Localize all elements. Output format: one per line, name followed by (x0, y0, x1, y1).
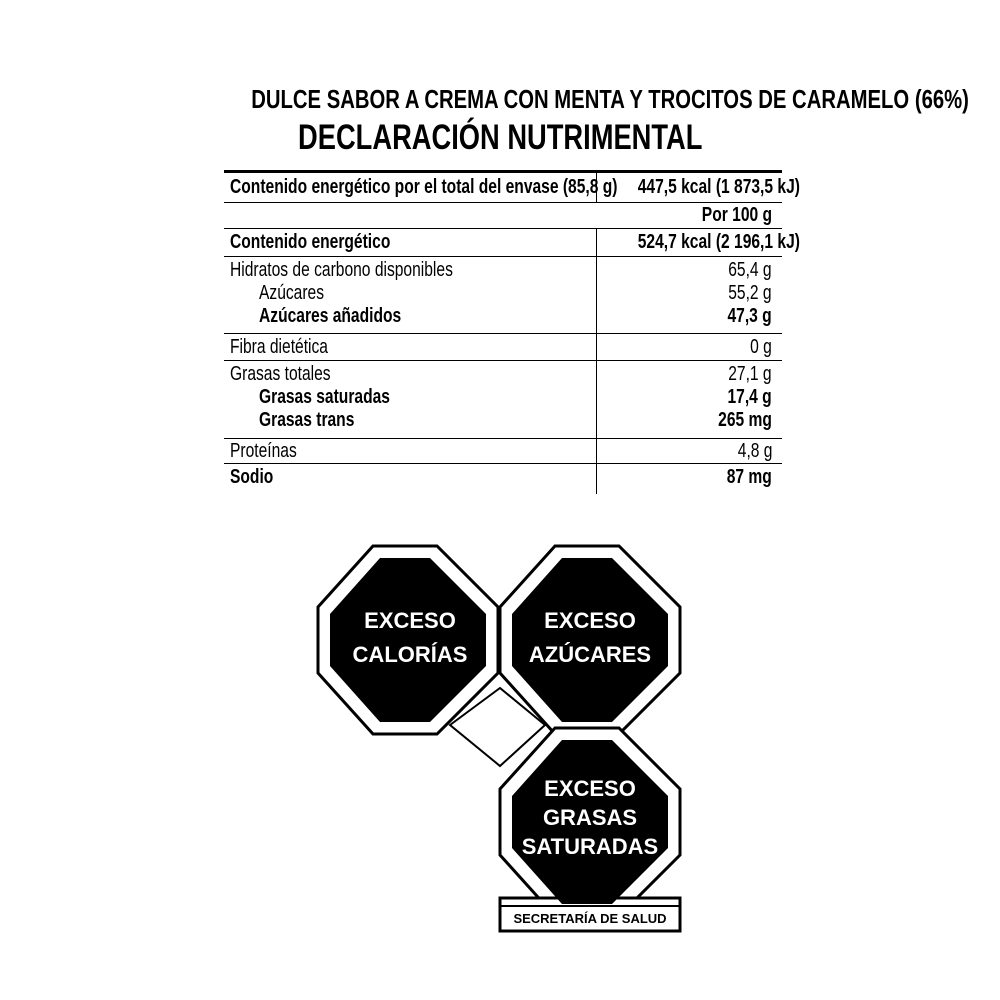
fiber-value: 0 g (750, 336, 772, 358)
trans-fat-label: Grasas trans (259, 409, 355, 431)
fat-value: 27,1 g (728, 363, 772, 385)
sodium-value: 87 mg (726, 466, 772, 488)
table-rule (224, 333, 782, 334)
declaration-title (150, 118, 850, 158)
satfat-line2: GRASAS (542, 805, 638, 830)
energy-value: 524,7 kcal (2 196,1 kJ) (637, 231, 800, 253)
per-100g-label: Por 100 g (701, 204, 772, 226)
nutrition-table (224, 170, 800, 494)
protein-label: Proteínas (230, 440, 297, 462)
sugars-line1: EXCESO (544, 608, 636, 633)
protein-value: 4,8 g (737, 440, 772, 462)
table-rule (224, 463, 782, 464)
carbs-value: 65,4 g (728, 259, 772, 281)
carbs-label: Hidratos de carbono disponibles (230, 259, 453, 281)
sugars-label: Azúcares (259, 282, 325, 304)
fat-label: Grasas totales (230, 363, 331, 385)
satfat-line3: SATURADAS (521, 834, 659, 859)
calories-line2: CALORÍAS (352, 642, 468, 667)
sugars-line2: AZÚCARES (528, 642, 652, 667)
sat-fat-label: Grasas saturadas (259, 386, 390, 408)
total-energy-label: Contenido energético por el total del envase (85,8 g) (230, 176, 618, 198)
table-rule (224, 438, 782, 439)
warning-seals-graphic (310, 538, 696, 938)
energy-label: Contenido energético (230, 231, 391, 253)
authority-text: SECRETARÍA DE SALUD (513, 911, 667, 926)
added-sugars-label: Azúcares añadidos (259, 305, 402, 327)
product-name (150, 84, 969, 115)
table-rule (224, 202, 782, 203)
table-rule (224, 360, 782, 361)
product-name-text: DULCE SABOR A CREMA CON MENTA Y TROCITOS DE CARAMELO (66%) (251, 84, 969, 114)
satfat-line1: EXCESO (544, 776, 636, 801)
fiber-label: Fibra dietética (230, 336, 328, 358)
added-sugars-value: 47,3 g (727, 305, 772, 327)
declaration-title-text: DECLARACIÓN NUTRIMENTAL (297, 118, 703, 157)
sugars-value: 55,2 g (728, 282, 772, 304)
table-top-rule (224, 170, 782, 173)
table-rule (224, 228, 782, 229)
sat-fat-value: 17,4 g (727, 386, 772, 408)
trans-fat-value: 265 mg (718, 409, 772, 431)
table-rule (224, 256, 782, 257)
warning-seals (310, 538, 696, 938)
calories-line1: EXCESO (364, 608, 456, 633)
total-energy-value: 447,5 kcal (1 873,5 kJ) (637, 176, 800, 198)
sodium-label: Sodio (230, 466, 274, 488)
